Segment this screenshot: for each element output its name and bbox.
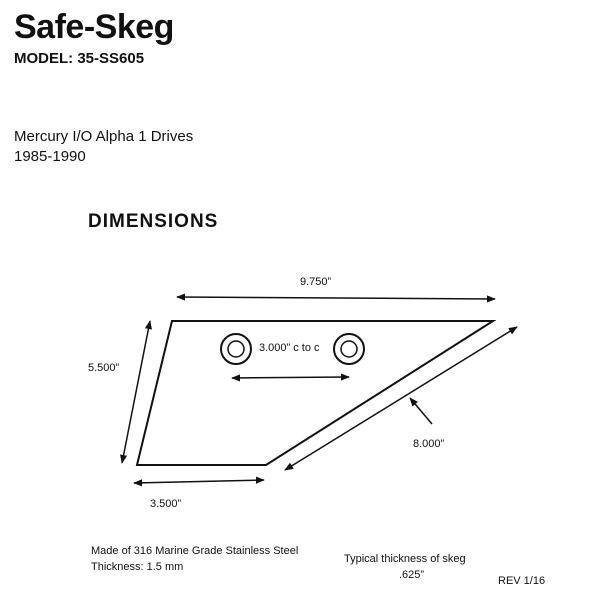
diagonal-leader-arrow	[410, 398, 432, 424]
mounting-hole-right	[334, 334, 364, 364]
left-height-label: 5.500”	[88, 362, 120, 374]
typical-thickness-label: Typical thickness of skeg	[344, 553, 466, 565]
revision-label: REV 1/16	[498, 575, 546, 587]
typical-thickness-value: .625”	[399, 569, 425, 581]
product-title: Safe-Skeg	[14, 8, 174, 46]
thickness-note: Thickness: 1.5 mm	[91, 561, 184, 573]
left-height-arrow	[122, 321, 150, 463]
diagonal-length-label: 8.000”	[413, 438, 445, 450]
application-line-2: 1985-1990	[14, 148, 86, 165]
model-number: MODEL: 35-SS605	[14, 50, 145, 67]
top-width-arrow	[177, 297, 495, 299]
mounting-hole-left	[221, 334, 251, 364]
bottom-width-arrow	[134, 480, 264, 483]
hole-spacing-label: 3.000” c to c	[259, 342, 320, 354]
bottom-width-label: 3.500”	[150, 498, 182, 510]
application-line-1: Mercury I/O Alpha 1 Drives	[14, 128, 194, 145]
material-note: Made of 316 Marine Grade Stainless Steel	[91, 545, 299, 557]
hole-spacing-arrow	[232, 377, 349, 378]
dimensions-heading: DIMENSIONS	[88, 211, 219, 232]
top-width-label: 9.750”	[300, 276, 332, 288]
